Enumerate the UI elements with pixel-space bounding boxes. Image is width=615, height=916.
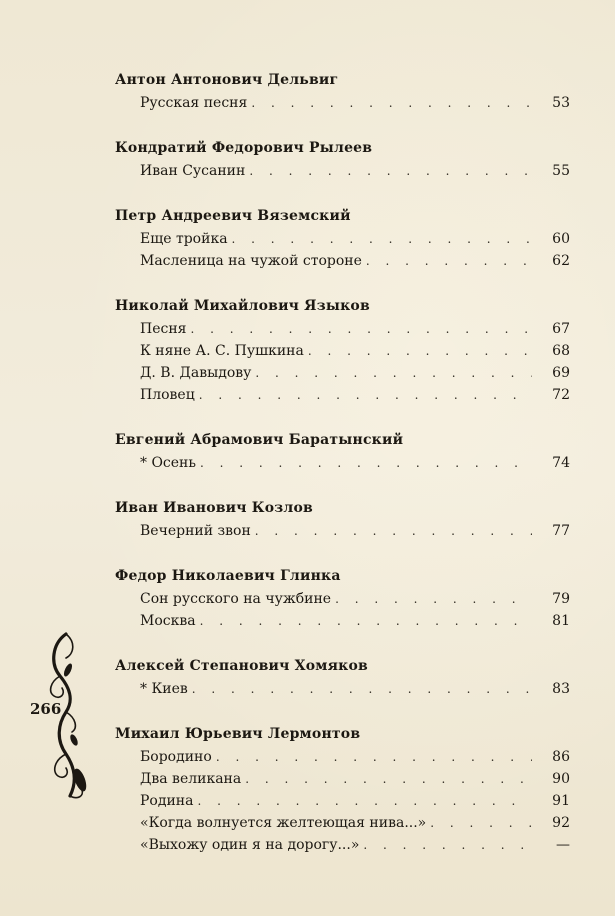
entry-title: Масленица на чужой стороне xyxy=(140,253,362,269)
toc-entry xyxy=(140,452,570,474)
dot-leader xyxy=(249,160,532,182)
dot-leader xyxy=(199,384,532,406)
toc-entry xyxy=(140,384,570,406)
entry-page: 77 xyxy=(552,523,570,539)
entry-title: «Выхожу один я на дорогу...» xyxy=(140,837,360,853)
toc-entry xyxy=(140,790,570,812)
author-name: Евгений Абрамович Баратынский xyxy=(115,432,404,448)
table-of-contents xyxy=(115,68,570,878)
toc-entry xyxy=(140,812,570,834)
entry-title: К няне А. С. Пушкина xyxy=(140,343,304,359)
dot-leader xyxy=(335,588,532,610)
entry-page: 91 xyxy=(552,793,570,809)
toc-entry xyxy=(140,160,570,182)
dot-leader xyxy=(308,340,532,362)
entry-page: 83 xyxy=(552,681,570,697)
dot-leader xyxy=(192,678,532,700)
entry-page: 69 xyxy=(552,365,570,381)
author-name: Иван Иванович Козлов xyxy=(115,500,313,516)
entry-page: — xyxy=(556,837,570,853)
toc-entry xyxy=(140,834,570,856)
entry-page: 81 xyxy=(552,613,570,629)
toc-section xyxy=(115,68,570,114)
dot-leader xyxy=(366,250,532,272)
author-name: Михаил Юрьевич Лермонтов xyxy=(115,726,361,742)
toc-entry xyxy=(140,228,570,250)
entry-title: Два великана xyxy=(140,771,242,787)
toc-section xyxy=(115,564,570,632)
entry-title: Еще тройка xyxy=(140,231,228,247)
dot-leader xyxy=(245,768,532,790)
toc-entry xyxy=(140,92,570,114)
dot-leader xyxy=(255,362,532,384)
entry-page: 72 xyxy=(552,387,570,403)
toc-section xyxy=(115,654,570,700)
toc-entry xyxy=(140,588,570,610)
entry-title: Пловец xyxy=(140,387,195,403)
entry-title: «Когда волнуется желтеющая нива...» xyxy=(140,815,427,831)
entry-title: Родина xyxy=(140,793,194,809)
dot-leader xyxy=(251,92,532,114)
dot-leader xyxy=(363,834,532,856)
entry-page: 62 xyxy=(552,253,570,269)
entry-title: Д. В. Давыдову xyxy=(140,365,252,381)
toc-entry xyxy=(140,318,570,340)
toc-entry xyxy=(140,678,570,700)
entry-page: 79 xyxy=(552,591,570,607)
toc-entry xyxy=(140,746,570,768)
toc-entry xyxy=(140,610,570,632)
flourish-ornament-icon xyxy=(44,630,104,806)
entry-page: 86 xyxy=(552,749,570,765)
entry-page: 74 xyxy=(552,455,570,471)
entry-page: 53 xyxy=(552,95,570,111)
toc-entry xyxy=(140,250,570,272)
entry-title: Сон русского на чужбине xyxy=(140,591,332,607)
toc-entry xyxy=(140,768,570,790)
author-name: Кондратий Федорович Рылеев xyxy=(115,140,373,156)
entry-title: Русская песня xyxy=(140,95,248,111)
dot-leader xyxy=(200,452,532,474)
toc-entry xyxy=(140,340,570,362)
entry-page: 68 xyxy=(552,343,570,359)
toc-entry xyxy=(140,520,570,542)
dot-leader xyxy=(430,812,532,834)
entry-title: Вечерний звон xyxy=(140,523,251,539)
entry-page: 92 xyxy=(552,815,570,831)
author-name: Петр Андреевич Вяземский xyxy=(115,208,351,224)
entry-title: Бородино xyxy=(140,749,212,765)
dot-leader xyxy=(197,790,532,812)
entry-title: * Киев xyxy=(140,681,188,697)
toc-section xyxy=(115,428,570,474)
toc-section xyxy=(115,294,570,406)
author-name: Антон Антонович Дельвиг xyxy=(115,72,339,88)
entry-page: 90 xyxy=(552,771,570,787)
entry-page: 67 xyxy=(552,321,570,337)
author-name: Федор Николаевич Глинка xyxy=(115,568,341,584)
dot-leader xyxy=(255,520,532,542)
toc-entry xyxy=(140,362,570,384)
toc-section xyxy=(115,136,570,182)
entry-page: 60 xyxy=(552,231,570,247)
entry-title: Москва xyxy=(140,613,196,629)
dot-leader xyxy=(191,318,533,340)
toc-section xyxy=(115,722,570,856)
entry-title: Песня xyxy=(140,321,187,337)
toc-section xyxy=(115,204,570,272)
page-number: 266 xyxy=(30,700,62,718)
dot-leader xyxy=(232,228,532,250)
author-name: Николай Михайлович Языков xyxy=(115,298,370,314)
toc-section xyxy=(115,496,570,542)
author-name: Алексей Степанович Хомяков xyxy=(115,658,368,674)
dot-leader xyxy=(216,746,532,768)
entry-page: 55 xyxy=(552,163,570,179)
dot-leader xyxy=(200,610,532,632)
entry-title: Иван Сусанин xyxy=(140,163,246,179)
entry-title: * Осень xyxy=(140,455,197,471)
